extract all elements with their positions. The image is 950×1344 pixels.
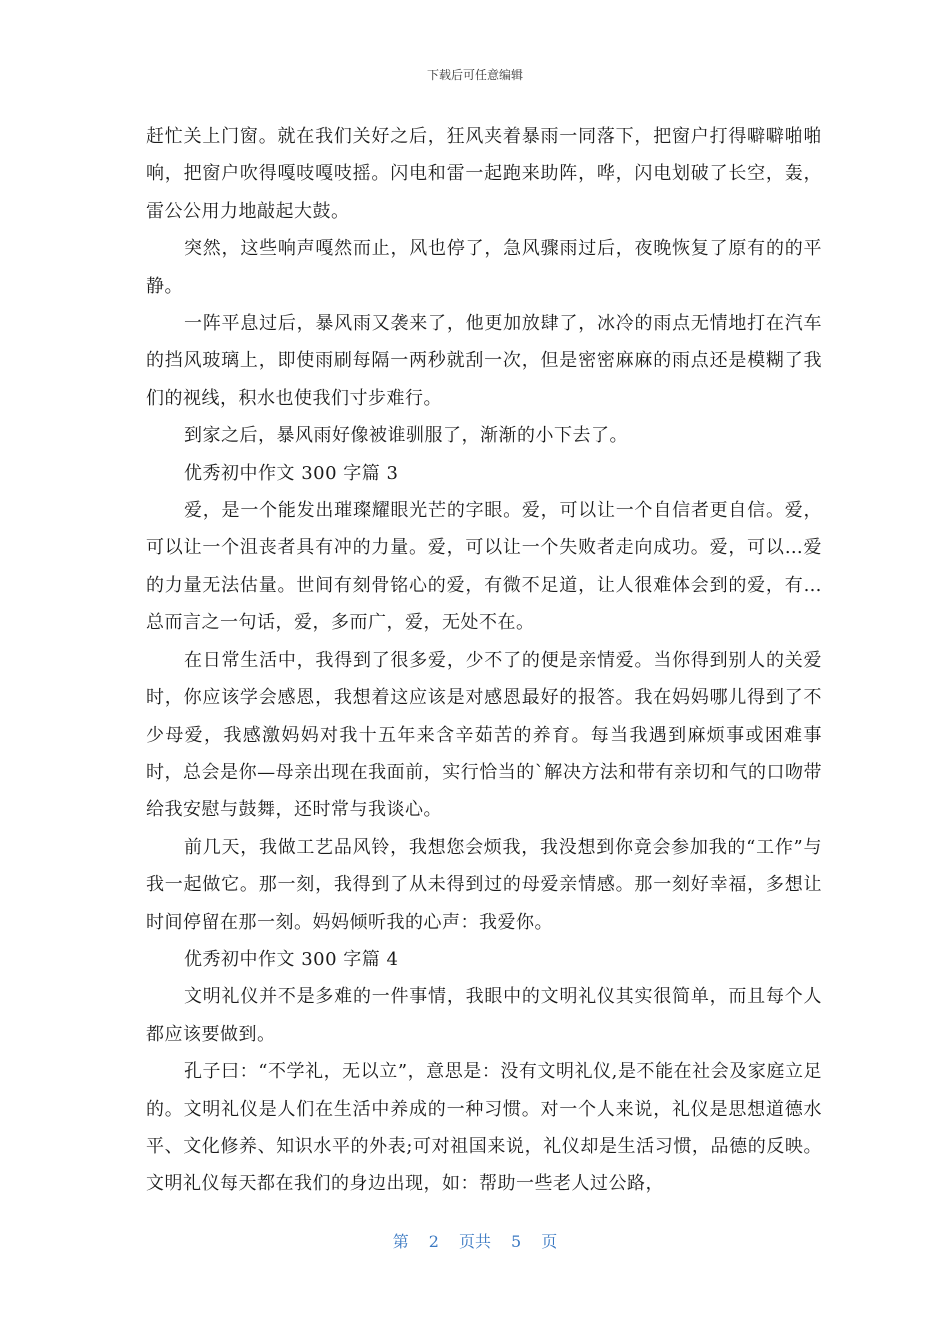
document-body	[146, 118, 822, 1203]
footer-suffix: 页	[541, 1232, 558, 1251]
paragraph-3: 到家之后，暴风雨好像被谁驯服了，渐渐的小下去了。	[184, 425, 628, 447]
paragraph-10: 孔子曰：“不学礼，无以立”，意思是：没有文明礼仪,是不能在社会及家庭立足的。文明礼仪是人们在生活中养成的一种习惯。对一个人来说，礼仪是思想道德水平、文化修养、知识水平的外表;可对祖国来说，礼仪却是生活习惯，品德的反映。文明礼仪每天都在我们的身边出现，如：帮助一些老人过公路，	[146, 1061, 822, 1195]
footer-middle: 页共	[458, 1232, 491, 1251]
paragraph-6: 在日常生活中，我得到了很多爱，少不了的便是亲情爱。当你得到别人的关爱时，你应该学会感恩，我想着这应该是对感恩最好的报答。我在妈妈哪儿得到了不少母爱，我感激妈妈对我十五年来含辛茹苦的养育。每当我遇到麻烦事或困难事时，总会是你—母亲出现在我面前，实行恰当的`解决方法和带有亲切和气的口吻带给我安慰与鼓舞，还时常与我谈心。	[146, 649, 822, 821]
paragraph-7: 前几天，我做工艺品风铃，我想您会烦我，我没想到你竟会参加我的“工作”与我一起做它。那一刻，我得到了从未得到过的母爱亲情感。那一刻好幸福，多想让时间停留在那一刻。妈妈倾听我的心声：我爱你。	[146, 836, 822, 933]
page-header: 下载后可任意编辑	[426, 68, 523, 82]
paragraph-5: 爱，是一个能发出璀璨耀眼光芒的字眼。爱，可以让一个自信者更自信。爱，可以让一个沮丧者具有冲的力量。爱，可以让一个失败者走向成功。爱，可以…爱的力量无法估量。世间有刻骨铭心的爱，有微不足道，让人很难体会到的爱，有…总而言之一句话，爱，多而广，爱，无处不在。	[146, 500, 822, 634]
paragraph-9: 文明礼仪并不是多难的一件事情，我眼中的文明礼仪其实很简单，而且每个人都应该要做到。	[146, 986, 822, 1045]
page-footer	[0, 1229, 950, 1252]
section-heading-3: 优秀初中作文 300 字篇 3	[184, 462, 399, 484]
section-heading-4: 优秀初中作文 300 字篇 4	[184, 948, 399, 970]
footer-prefix: 第	[392, 1232, 409, 1251]
paragraph-0: 赶忙关上门窗。就在我们关好之后，狂风夹着暴雨一同落下，把窗户打得噼噼啪啪响，把窗户吹得嘎吱嘎吱摇。闪电和雷一起跑来助阵，哗，闪电划破了长空，轰，雷公公用力地敲起大鼓。	[146, 126, 822, 222]
paragraph-1: 突然，这些响声嘎然而止，风也停了，急风骤雨过后，夜晚恢复了原有的的平静。	[146, 238, 822, 297]
footer-total-pages: 5	[511, 1232, 522, 1251]
paragraph-2: 一阵平息过后，暴风雨又袭来了，他更加放肆了，冰冷的雨点无情地打在汽车的挡风玻璃上，即使雨刷每隔一两秒就刮一次，但是密密麻麻的雨点还是模糊了我们的视线，积水也使我们寸步难行。	[146, 313, 822, 409]
footer-current-page: 2	[428, 1232, 439, 1251]
